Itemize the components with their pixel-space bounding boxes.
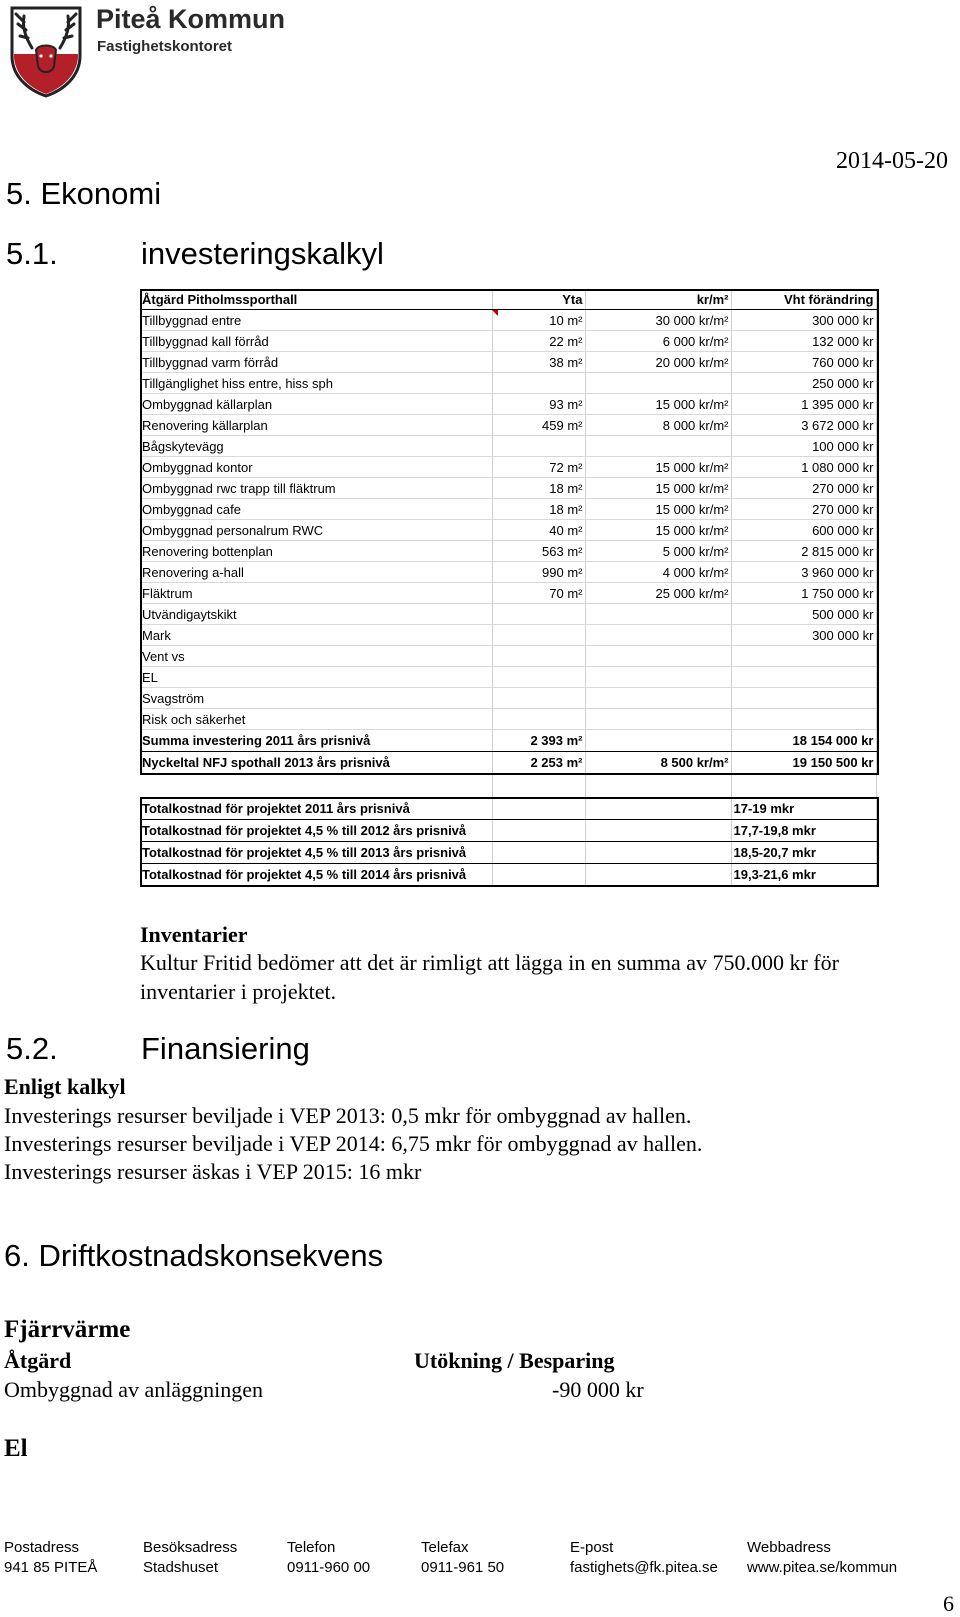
table-row	[140, 583, 876, 604]
table-cell: 5 000 kr/m²	[585, 541, 731, 562]
finansiering-line: Investerings resurser beviljade i VEP 2013: 0,5 mkr för ombyggnad av hallen.	[4, 1103, 692, 1128]
table-cell	[731, 786, 876, 798]
table-cell: Vent vs	[140, 646, 492, 667]
table-row	[140, 562, 876, 583]
inventarier-text-line-2: inventarier i projektet.	[140, 979, 337, 1004]
reindeer-shield-icon	[8, 4, 84, 98]
table-cell: Tillbyggnad entre	[140, 310, 492, 331]
table-cell: 18,5-20,7 mkr	[731, 842, 876, 864]
table-cell	[492, 625, 585, 646]
document-date: 2014-05-20	[836, 148, 948, 174]
table-cell	[492, 709, 585, 730]
table-cell: 2 253 m²	[492, 752, 585, 774]
header-cell: Yta	[492, 289, 585, 310]
section-5-2-title: Finansiering	[141, 1031, 310, 1066]
table-cell: EL	[140, 667, 492, 688]
table-cell: 38 m²	[492, 352, 585, 373]
table-cell: 100 000 kr	[731, 436, 876, 457]
pitea-kommun-logo	[8, 4, 84, 98]
investment-table	[140, 289, 877, 886]
table-cell: 30 000 kr/m²	[585, 310, 731, 331]
table-cell: 300 000 kr	[731, 625, 876, 646]
table-cell: 25 000 kr/m²	[585, 583, 731, 604]
footer-web-link[interactable]: www.pitea.se/kommun	[747, 1559, 898, 1576]
table-cell: Svagström	[140, 688, 492, 709]
table-cell	[140, 774, 492, 787]
table-cell	[585, 730, 731, 752]
table-cell: Renovering a-hall	[140, 562, 492, 583]
table-cell	[585, 774, 731, 787]
table-cell	[492, 604, 585, 625]
table-cell	[492, 798, 585, 820]
table-cell: Ombyggnad kontor	[140, 457, 492, 478]
table-cell	[585, 864, 731, 886]
table-cell: 20 000 kr/m²	[585, 352, 731, 373]
table-row	[140, 331, 876, 352]
page-number: 6	[943, 1591, 954, 1616]
totals-row	[140, 842, 876, 864]
table-cell	[492, 646, 585, 667]
table-cell: 132 000 kr	[731, 331, 876, 352]
table-cell: 2 815 000 kr	[731, 541, 876, 562]
table-cell: Summa investering 2011 års prisnivå	[140, 730, 492, 752]
org-subtitle: Fastighetskontoret	[97, 38, 233, 55]
table-cell: 15 000 kr/m²	[585, 520, 731, 541]
table-cell: 459 m²	[492, 415, 585, 436]
table-cell	[731, 774, 876, 787]
table-cell: 22 m²	[492, 331, 585, 352]
finansiering-line: Investerings resurser äskas i VEP 2015: 16 mkr	[4, 1159, 422, 1184]
table-cell: Ombyggnad cafe	[140, 499, 492, 520]
table-cell: Bågskytevägg	[140, 436, 492, 457]
table-cell	[492, 864, 585, 886]
footer-label: Webbadress	[747, 1539, 831, 1556]
table-cell: 72 m²	[492, 457, 585, 478]
table-cell: 19 150 500 kr	[731, 752, 876, 774]
table-cell: Tillbyggnad kall förråd	[140, 331, 492, 352]
table-cell	[492, 820, 585, 842]
section-5-1-number: 5.1.	[6, 236, 58, 271]
table-cell: 18 154 000 kr	[731, 730, 876, 752]
table-cell: Tillbyggnad varm förråd	[140, 352, 492, 373]
org-name: Piteå Kommun	[96, 4, 286, 34]
table-cell	[492, 373, 585, 394]
footer-value: 0911-960 00	[287, 1559, 371, 1576]
table-cell	[731, 646, 876, 667]
table-cell: 18 m²	[492, 478, 585, 499]
table-row	[140, 688, 876, 709]
footer-email-link[interactable]: fastighets@fk.pitea.se	[570, 1559, 718, 1576]
table-row	[140, 352, 876, 373]
table-cell: 70 m²	[492, 583, 585, 604]
table-cell	[585, 436, 731, 457]
totals-row	[140, 864, 876, 886]
comment-marker-icon	[492, 310, 498, 316]
table-cell: 8 500 kr/m²	[585, 752, 731, 774]
footer-label: Postadress	[4, 1539, 80, 1556]
table-cell: 250 000 kr	[731, 373, 876, 394]
table-cell: 2 393 m²	[492, 730, 585, 752]
table-cell	[585, 625, 731, 646]
table-cell	[585, 604, 731, 625]
table-cell: 19,3-21,6 mkr	[731, 864, 876, 886]
table-cell: 270 000 kr	[731, 499, 876, 520]
header-cell: Åtgärd Pitholmssporthall	[140, 289, 492, 310]
table-row	[140, 394, 876, 415]
table-cell: 15 000 kr/m²	[585, 478, 731, 499]
table-row	[140, 415, 876, 436]
table-cell	[492, 786, 585, 798]
table-cell: Renovering källarplan	[140, 415, 492, 436]
table-cell: Ombyggnad rwc trapp till fläktrum	[140, 478, 492, 499]
table-row	[140, 541, 876, 562]
drift-row-value: -90 000 kr	[552, 1377, 644, 1402]
table-cell: 93 m²	[492, 394, 585, 415]
table-cell: Totalkostnad för projektet 4,5 % till 2014 års prisnivå	[140, 864, 492, 886]
table-row	[140, 520, 876, 541]
table-cell: Renovering bottenplan	[140, 541, 492, 562]
totals-row	[140, 798, 876, 820]
table-cell: 1 395 000 kr	[731, 394, 876, 415]
table-cell	[492, 688, 585, 709]
finansiering-subheading: Enligt kalkyl	[4, 1074, 126, 1099]
footer-value: Stadshuset	[143, 1559, 219, 1576]
table-cell: Totalkostnad för projektet 2011 års prisnivå	[140, 798, 492, 820]
table-cell: 15 000 kr/m²	[585, 457, 731, 478]
table-cell: 10 m²	[492, 310, 585, 331]
table-cell	[585, 798, 731, 820]
table-cell: 15 000 kr/m²	[585, 499, 731, 520]
table-cell	[585, 667, 731, 688]
table-row	[140, 646, 876, 667]
table-cell: 3 672 000 kr	[731, 415, 876, 436]
table-row	[140, 478, 876, 499]
summa-row	[140, 730, 876, 752]
table-cell: 15 000 kr/m²	[585, 394, 731, 415]
footer-label: Besöksadress	[143, 1539, 238, 1556]
table-cell	[731, 688, 876, 709]
drift-row-label: Ombyggnad av anläggningen	[4, 1377, 264, 1402]
table-cell	[731, 667, 876, 688]
table-cell	[492, 436, 585, 457]
header-cell: kr/m²	[585, 289, 731, 310]
table-cell	[492, 667, 585, 688]
table-cell: Utvändigaytskikt	[140, 604, 492, 625]
table-cell: 300 000 kr	[731, 310, 876, 331]
footer-value: 941 85 PITEÅ	[4, 1559, 98, 1576]
table-cell: 40 m²	[492, 520, 585, 541]
inventarier-text-line-1: Kultur Fritid bedömer att det är rimligt att lägga in en summa av 750.000 kr för	[140, 950, 839, 975]
table-cell: 8 000 kr/m²	[585, 415, 731, 436]
table-row	[140, 373, 876, 394]
table-cell: Mark	[140, 625, 492, 646]
finansiering-line: Investerings resurser beviljade i VEP 2014: 6,75 mkr för ombyggnad av hallen.	[4, 1131, 703, 1156]
table-cell: Fläktrum	[140, 583, 492, 604]
table-row	[140, 709, 876, 730]
table-cell: Totalkostnad för projektet 4,5 % till 2013 års prisnivå	[140, 842, 492, 864]
table-row	[140, 457, 876, 478]
nyckeltal-row	[140, 752, 876, 774]
footer-label: E-post	[570, 1539, 614, 1556]
table-cell	[492, 774, 585, 787]
table-cell: 500 000 kr	[731, 604, 876, 625]
el-heading: El	[4, 1435, 28, 1462]
header-cell: Vht förändring	[731, 289, 876, 310]
utokning-column-heading: Utökning / Besparing	[414, 1348, 615, 1373]
table-header-row	[140, 289, 876, 310]
table-row	[140, 310, 876, 331]
table-cell: 6 000 kr/m²	[585, 331, 731, 352]
table-row	[140, 667, 876, 688]
table-cell	[585, 646, 731, 667]
table-row	[140, 436, 876, 457]
spacer-row	[140, 786, 876, 798]
spacer-row	[140, 774, 876, 787]
table-cell	[731, 709, 876, 730]
table-cell	[140, 786, 492, 798]
table-cell: Nyckeltal NFJ spothall 2013 års prisnivå	[140, 752, 492, 774]
footer-label: Telefon	[287, 1539, 336, 1556]
table-cell	[585, 688, 731, 709]
section-6-heading: 6. Driftkostnadskonsekvens	[4, 1238, 384, 1273]
table-cell: 17,7-19,8 mkr	[731, 820, 876, 842]
section-5-2-number: 5.2.	[6, 1031, 58, 1066]
table-cell: 1 750 000 kr	[731, 583, 876, 604]
table-row	[140, 625, 876, 646]
table-cell: 600 000 kr	[731, 520, 876, 541]
section-5-heading: 5. Ekonomi	[6, 176, 162, 211]
table-row	[140, 604, 876, 625]
table-row	[140, 499, 876, 520]
table-cell: Ombyggnad personalrum RWC	[140, 520, 492, 541]
footer-label: Telefax	[421, 1539, 469, 1556]
fjarrvarme-heading: Fjärrvärme	[4, 1316, 131, 1343]
section-5-1-title: investeringskalkyl	[141, 236, 384, 271]
table-cell	[585, 842, 731, 864]
table-cell: Totalkostnad för projektet 4,5 % till 2012 års prisnivå	[140, 820, 492, 842]
table-cell: Tillgänglighet hiss entre, hiss sph	[140, 373, 492, 394]
table-cell: Risk och säkerhet	[140, 709, 492, 730]
inventarier-heading: Inventarier	[140, 922, 248, 947]
table-cell	[585, 709, 731, 730]
table-cell	[585, 786, 731, 798]
table-cell: 760 000 kr	[731, 352, 876, 373]
table-cell: 563 m²	[492, 541, 585, 562]
table-cell: Ombyggnad källarplan	[140, 394, 492, 415]
table-cell	[492, 842, 585, 864]
totals-row	[140, 820, 876, 842]
table-cell: 18 m²	[492, 499, 585, 520]
table-cell: 4 000 kr/m²	[585, 562, 731, 583]
footer-value: 0911-961 50	[421, 1559, 505, 1576]
table-cell: 990 m²	[492, 562, 585, 583]
atgard-column-heading: Åtgärd	[4, 1348, 72, 1373]
table-cell: 270 000 kr	[731, 478, 876, 499]
table-cell: 17-19 mkr	[731, 798, 876, 820]
table-cell	[585, 373, 731, 394]
table-cell: 1 080 000 kr	[731, 457, 876, 478]
table-cell: 3 960 000 kr	[731, 562, 876, 583]
table-cell	[585, 820, 731, 842]
